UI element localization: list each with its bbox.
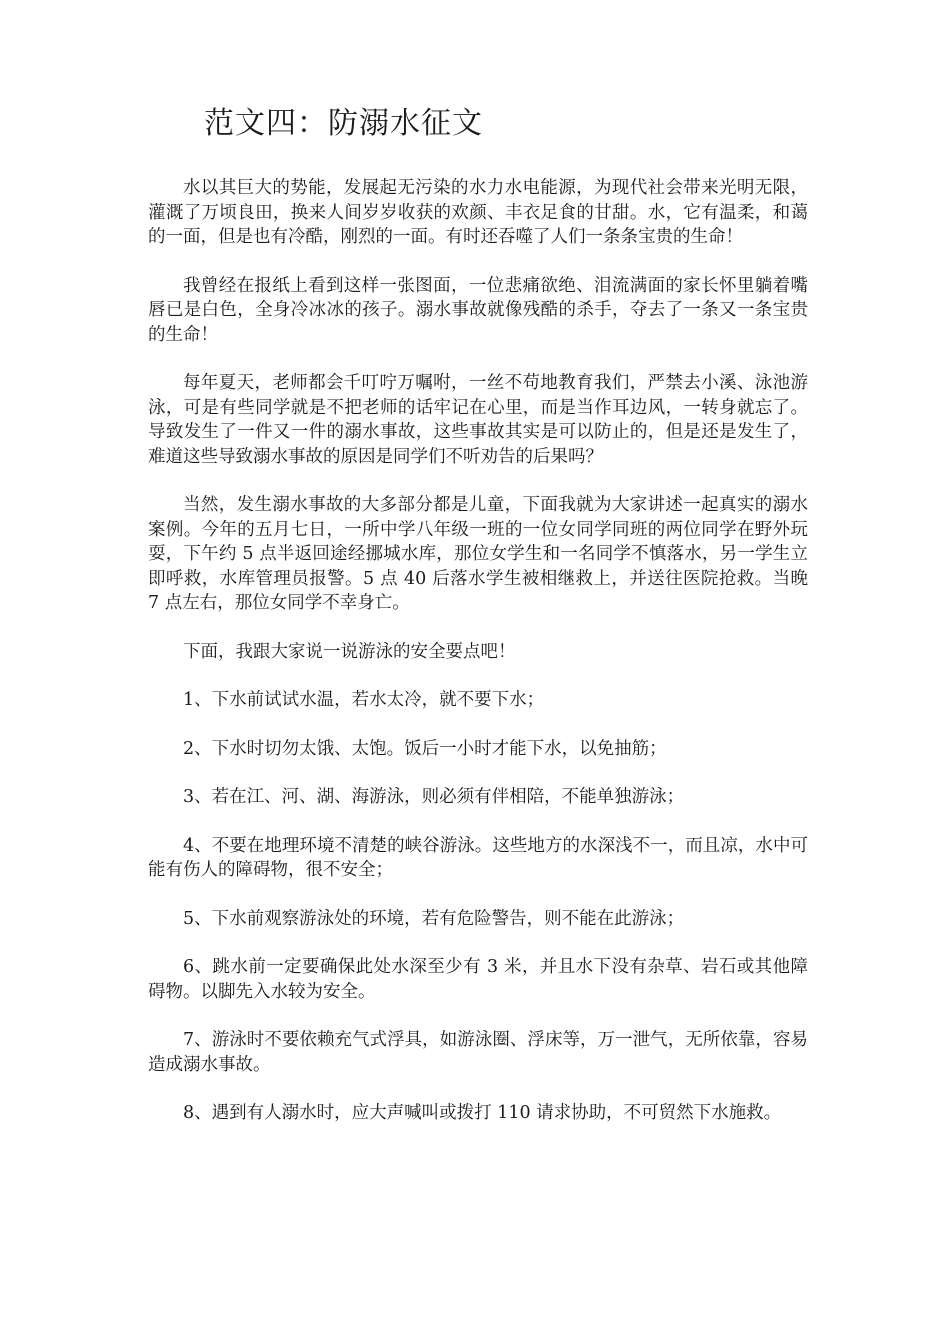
paragraph-safety-intro: 下面，我跟大家说一说游泳的安全要点吧！ xyxy=(183,641,516,662)
safety-item-7: 7、游泳时不要依赖充气式浮具，如游泳圈、浮床等，万一泄气，无所依靠，容易造成溺水事故。 xyxy=(148,1030,808,1075)
safety-item-1: 1、下水前试试水温，若水太冷，就不要下水； xyxy=(183,690,545,710)
paragraph-intro: 水以其巨大的势能，发展起无污染的水力水电能源，为现代社会带来光明无限，灌溉了万顷良田，换来人间岁岁收获的欢颜、丰衣足食的甘甜。水，它有温柔，和蔼的一面，但是也有冷酷，刚烈的一面。有时还吞噬了人们一条条宝贵的生命！ xyxy=(148,178,808,247)
paragraph-newspaper: 我曾经在报纸上看到这样一张图面，一位悲痛欲绝、泪流满面的家长怀里躺着嘴唇已是白色，全身冷冰冰的孩子。溺水事故就像残酷的杀手，夺去了一条又一条宝贵的生命！ xyxy=(148,275,808,345)
document-body xyxy=(148,176,808,1150)
safety-item-5: 5、下水前观察游泳处的环境，若有危险警告，则不能在此游泳； xyxy=(183,908,685,929)
safety-item-4: 4、不要在地理环境不清楚的峡谷游泳。这些地方的水深浅不一，而且凉，水中可能有伤人的障碍物，很不安全； xyxy=(148,835,808,880)
paragraph-case: 当然，发生溺水事故的大多部分都是儿童，下面我就为大家讲述一起真实的溺水案例。今年的五月七日，一所中学八年级一班的一位女同学同班的两位同学在野外玩耍，下午约 5 点半返回途经挪城水库，那位女学生和一名同学不慎落水，另一学生立即呼救，水库管理员报警。5 点 40 后落水学生被相继救上，并送往医院抢救。当晚 7 点左右，那位女同学不幸身亡。 xyxy=(148,495,808,613)
document-title: 范文四：防溺水征文 xyxy=(204,106,483,141)
paragraph-summer: 每年夏天，老师都会千叮咛万嘱咐，一丝不苟地教育我们，严禁去小溪、泳池游泳，可是有些同学就是不把老师的话牢记在心里，而是当作耳边风，一转身就忘了。导致发生了一件又一件的溺水事故，这些事故其实是可以防止的，但是还是发生了，难道这些导致溺水事故的原因是同学们不听劝告的后果吗？ xyxy=(148,373,808,467)
safety-item-8: 8、遇到有人溺水时，应大声喊叫或拨打 110 请求协助，不可贸然下水施救。 xyxy=(183,1103,782,1123)
safety-item-6: 6、跳水前一定要确保此处水深至少有 3 米，并且水下没有杂草、岩石或其他障碍物。以脚先入水较为安全。 xyxy=(148,957,808,1002)
safety-item-3: 3、若在江、河、湖、海游泳，则必须有伴相陪，不能单独游泳； xyxy=(183,787,685,807)
safety-item-2: 2、下水时切勿太饿、太饱。饭后一小时才能下水，以免抽筋； xyxy=(183,738,667,759)
